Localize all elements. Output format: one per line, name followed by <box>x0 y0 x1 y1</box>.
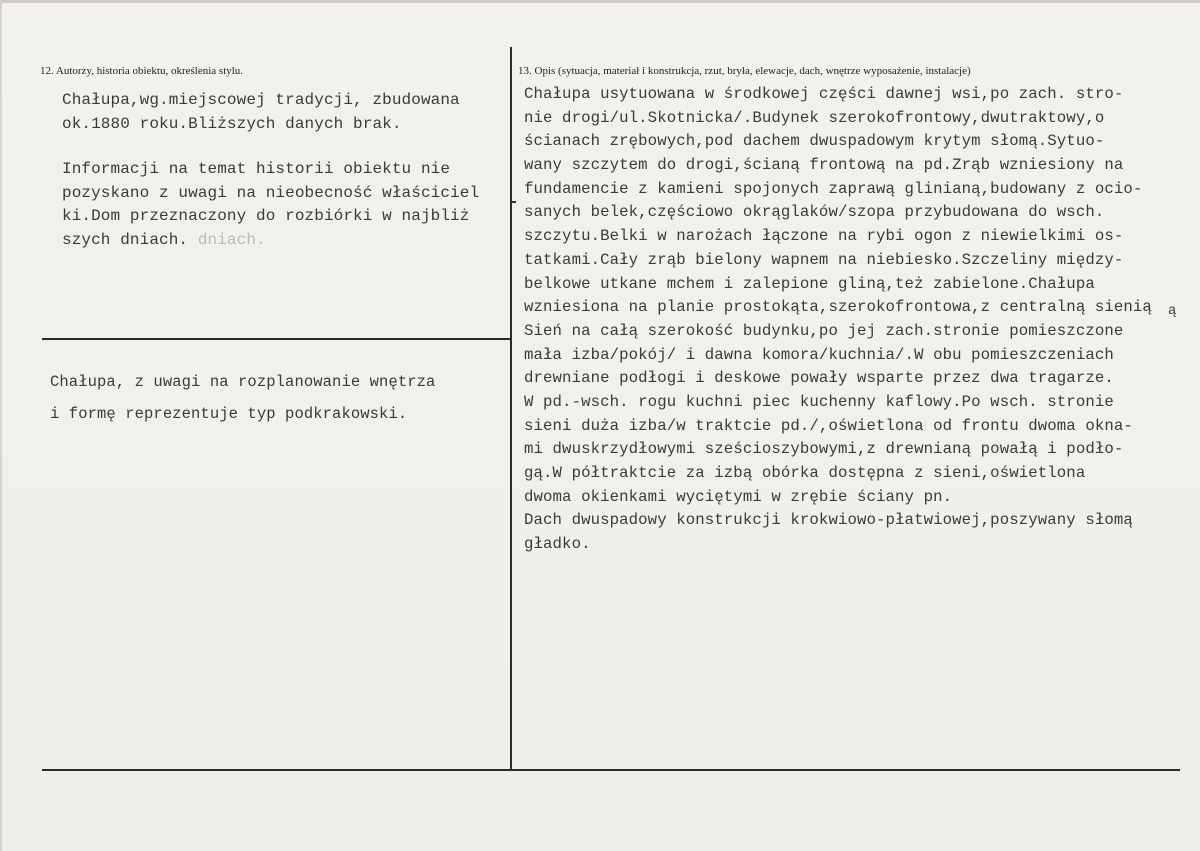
typed-line: Informacji na temat historii obiektu nie <box>62 160 451 178</box>
history-paragraph-1 <box>62 89 460 136</box>
typed-line: szczytu.Belki w narożach łączone na rybi ogon z niewielkimi os- <box>524 227 1124 246</box>
typed-line: gą.W półtraktcie za izbą obórka dostępna z sieni,oświetlona <box>524 464 1086 482</box>
typed-line: W pd.-wsch. rogu kuchni piec kuchenny kaflowy.Po wsch. stronie <box>524 392 1114 411</box>
crossed-out-word: dniach. <box>197 230 266 249</box>
typed-line: Sień na całą szerokość budynku,po jej zach.stronie pomieszczone <box>524 321 1124 340</box>
typed-line: i formę reprezentuje typ podkrakowski. <box>50 405 408 423</box>
typed-line: fundamencie z kamieni spojonych zaprawą glinianą,budowany z ocio- <box>524 179 1143 198</box>
typed-line: sieni duża izba/w traktcie pd./,oświetlona od frontu dwoma okna- <box>524 416 1133 435</box>
typed-line: tatkami.Cały zrąb bielony wapnem na niebiesko.Szczeliny między- <box>524 250 1124 269</box>
margin-correction-letter: ą <box>1168 303 1177 319</box>
typed-line: mała izba/pokój/ i dawna komora/kuchnia/.W obu pomieszczeniach <box>524 345 1114 364</box>
typed-line: ścianach zrębowych,pod dachem dwuspadowym krytym słomą.Sytuo- <box>524 132 1105 151</box>
typed-line: Dach dwuspadowy konstrukcji krokwiowo-płatwiowej,poszywany słomą <box>524 511 1133 530</box>
typed-line: szych dniach. <box>62 230 189 249</box>
typed-line: Chałupa usytuowana w środkowej części dawnej wsi,po zach. stro- <box>524 85 1124 103</box>
typed-line: drewniane podłogi i deskowe powały wsparte przez dwa tragarze. <box>524 369 1114 388</box>
typed-line: Chałupa, z uwagi na rozplanowanie wnętrza <box>50 373 436 391</box>
style-paragraph <box>50 366 435 430</box>
card-bottom-rule <box>42 769 1180 771</box>
typed-line: belkowe utkane mchem i zalepione gliną,też zabielone.Chałupa <box>524 274 1095 293</box>
typed-line: sanych belek,częściowo okrąglaków/szopa przybudowana do wsch. <box>524 203 1105 222</box>
margin-tick <box>510 201 516 203</box>
typed-line: wany szczytem do drogi,ścianą frontową na pd.Zrąb wzniesiony na <box>524 156 1124 175</box>
typed-line: mi dwuskrzydłowymi sześcioszybowymi,z drewnianą powałą i podło- <box>524 440 1124 459</box>
typed-line: pozyskano z uwagi na nieobecność właściciel <box>62 183 480 202</box>
section-12-header: 12. Autorzy, historia obiektu, określenia stylu. <box>40 65 244 77</box>
typed-line: gładko. <box>524 535 591 554</box>
left-section-divider <box>42 338 512 340</box>
column-divider <box>510 47 512 769</box>
typed-line: ki.Dom przeznaczony do rozbiórki w najbliż <box>62 207 470 226</box>
typed-line: ok.1880 roku.Bliższych danych brak. <box>62 114 402 133</box>
typed-line: nie drogi/ul.Skotnicka/.Budynek szerokofrontowy,dwutraktowy,o <box>524 108 1105 127</box>
description-body <box>524 83 1152 557</box>
typed-line: Chałupa,wg.miejscowej tradycji, zbudowana <box>62 91 460 109</box>
history-paragraph-2 <box>62 158 479 252</box>
typed-line: wzniesiona na planie prostokąta,szerokofrontowa,z centralną sienią <box>524 298 1152 317</box>
typed-line: dwoma okienkami wyciętymi w zrębie ściany pn. <box>524 487 953 506</box>
section-13-header: 13. Opis (sytuacja, materiał i konstrukcja, rzut, bryła, elewacje, dach, wnętrze wyposażenie, instalacje) <box>518 65 971 77</box>
